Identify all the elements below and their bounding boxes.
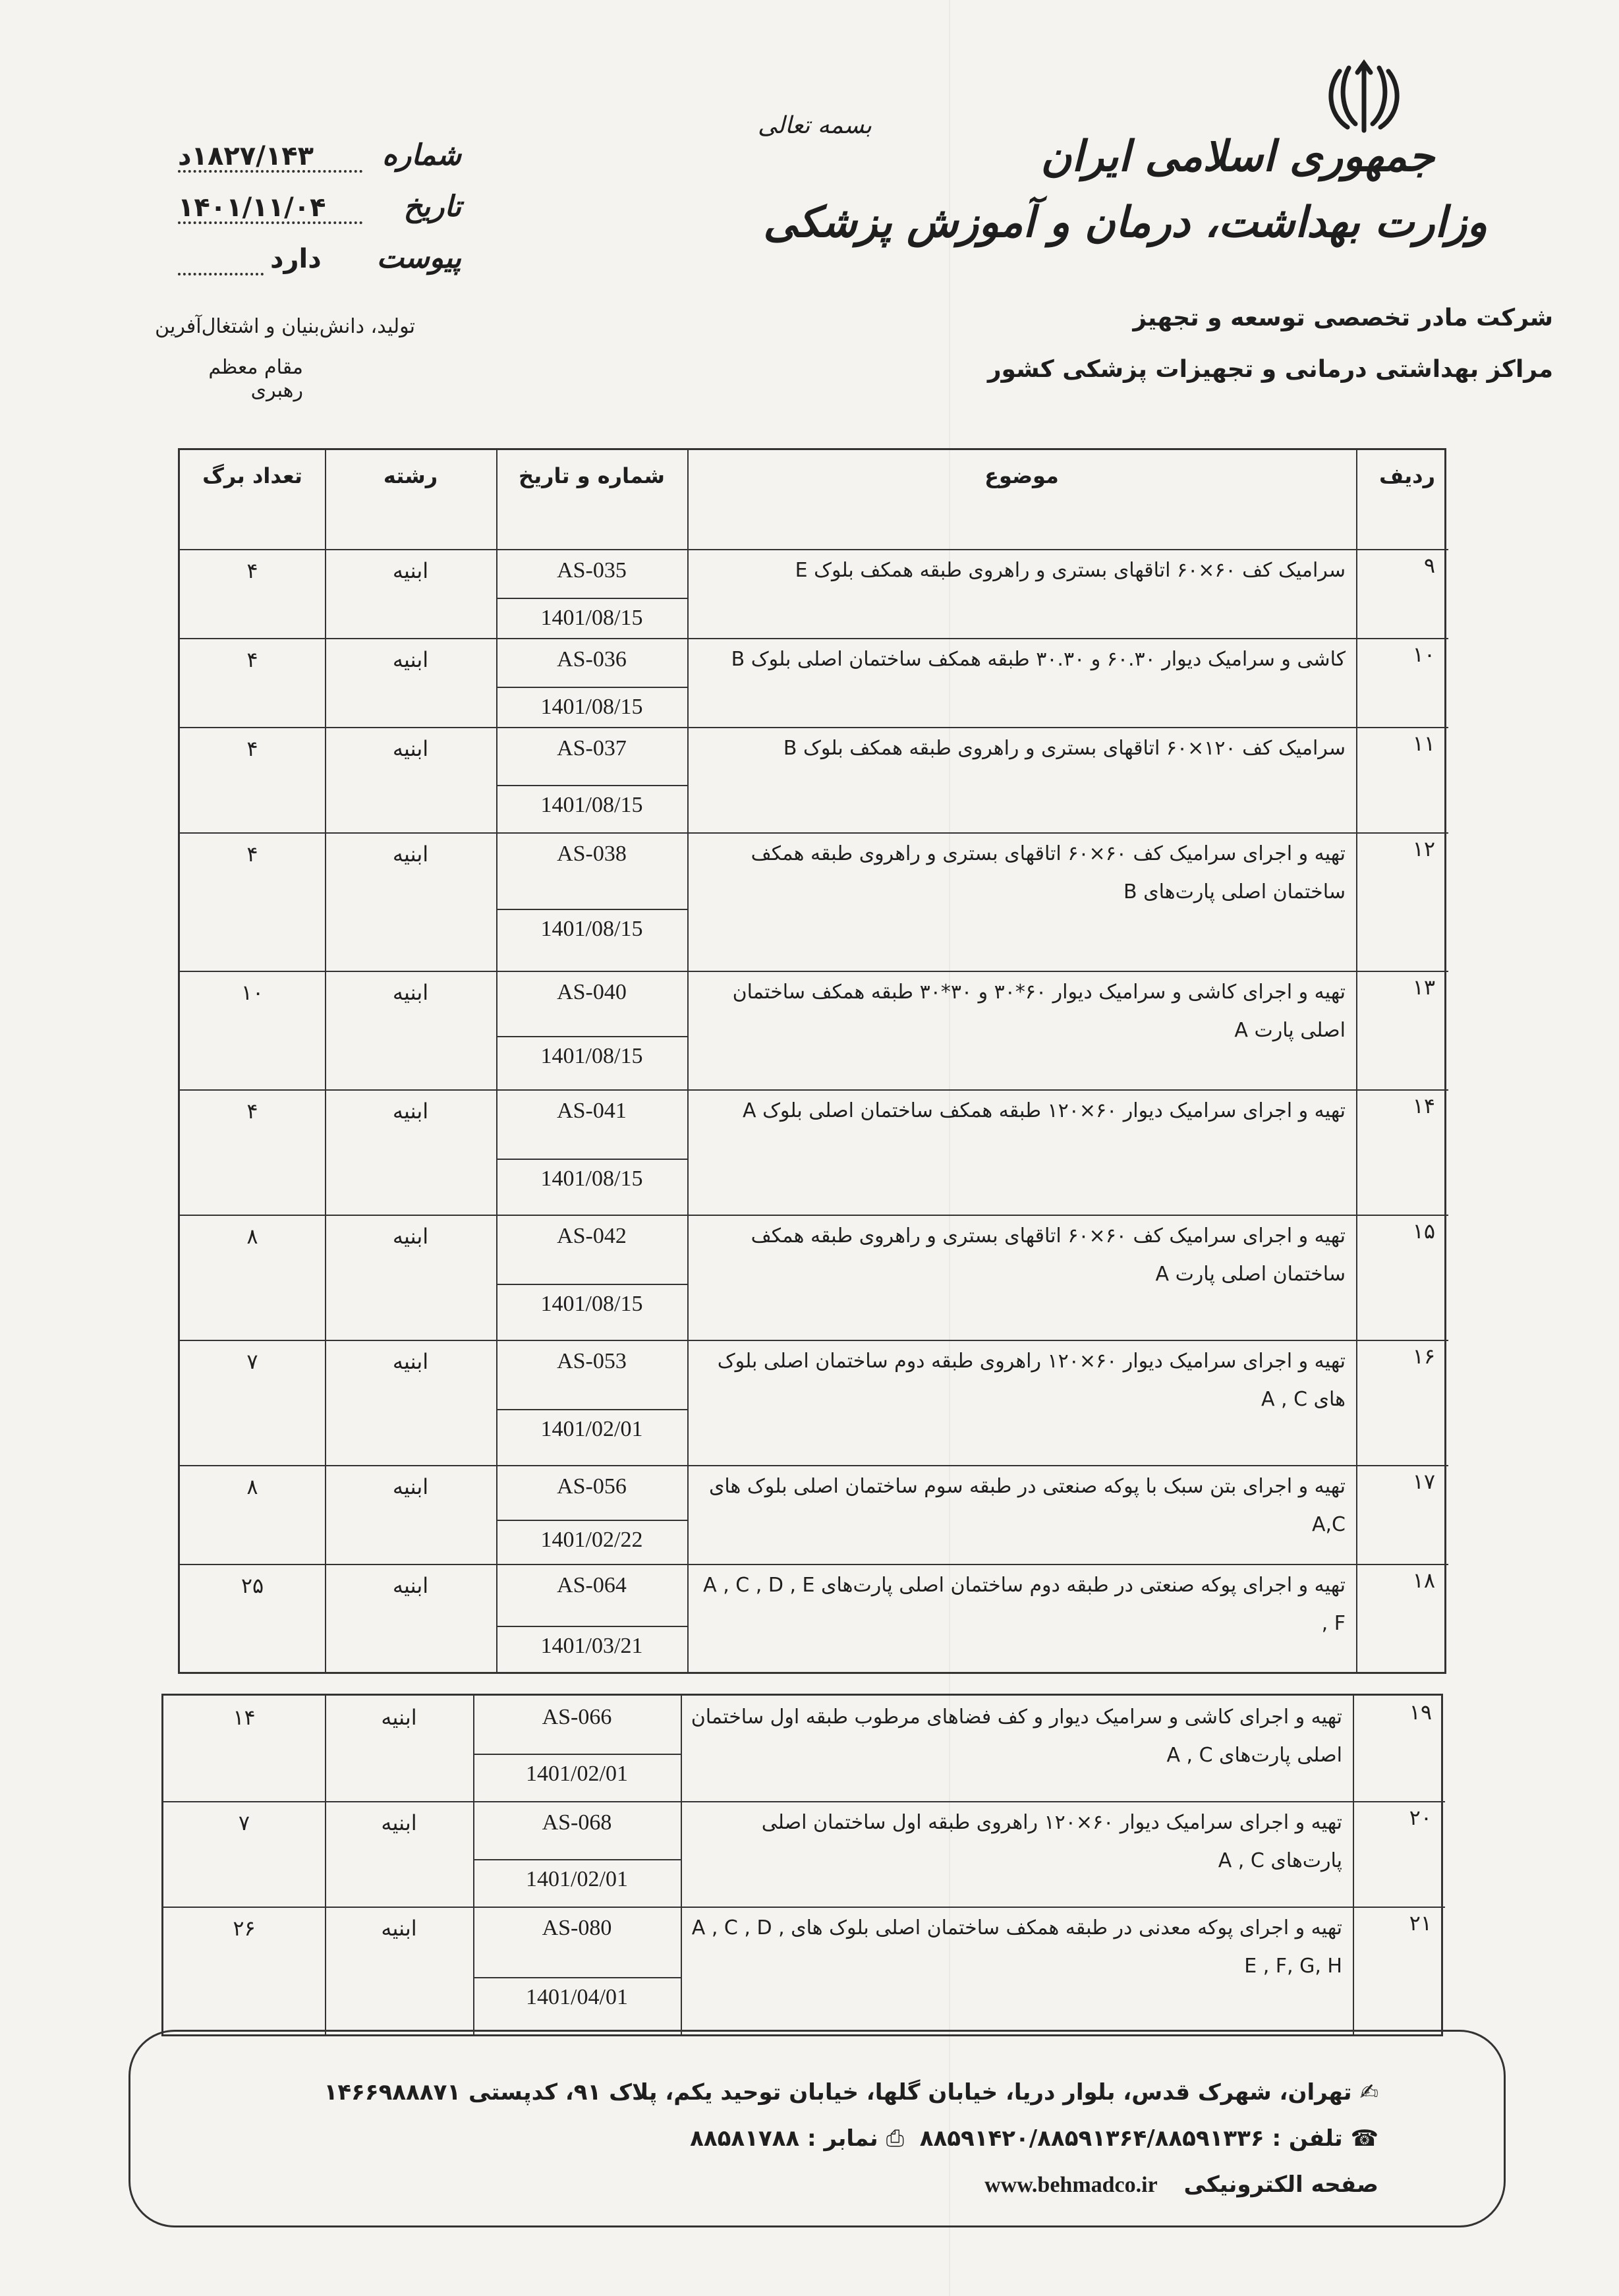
letter-date-label: تاریخ <box>403 190 461 223</box>
row-field: ابنیه <box>392 1573 429 1598</box>
column-divider <box>687 450 689 1672</box>
row-subject: سرامیک کف ۱۲۰×۶۰ اتاقهای بستری و راهروی طبقه همکف بلوک B <box>783 737 1346 760</box>
row-code: AS-038 <box>557 842 627 866</box>
footer-phone <box>690 2125 1378 2152</box>
company-name-line2: مراکز بهداشتی درمانی و تجهیزات پزشکی کشور <box>987 356 1553 383</box>
country-name: جمهوری اسلامی ایران <box>1040 132 1434 181</box>
document-table-continued <box>161 1694 1443 2036</box>
row-code: AS-053 <box>557 1349 627 1373</box>
web-link[interactable]: www.behmadco.ir <box>984 2173 1158 2197</box>
row-divider <box>180 1564 1448 1565</box>
web-label: صفحه الکترونیکی <box>1183 2171 1378 2198</box>
row-divider <box>180 971 1448 972</box>
row-pages: ۸ <box>246 1474 258 1499</box>
column-divider <box>473 1696 474 2034</box>
fax-icon: ⎙ <box>886 2125 904 2152</box>
fax-value: ۸۸۵۸۱۷۸۸ <box>690 2125 800 2152</box>
row-field: ابنیه <box>392 647 429 672</box>
row-subject: تهیه و اجرای سرامیک کف ۶۰×۶۰ اتاقهای بستری و راهروی طبقه همکف ساختمان اصلی پارت A <box>751 1224 1346 1286</box>
column-divider <box>681 1696 682 2034</box>
col-header-pages: تعداد برگ <box>202 463 302 488</box>
row-pages: ۴ <box>246 647 258 672</box>
row-pages: ۴ <box>246 736 258 761</box>
row-date: 1401/08/15 <box>540 1166 643 1191</box>
cell-divider <box>496 1626 687 1627</box>
row-number: ۱۱ <box>1412 731 1435 756</box>
row-subject: سرامیک کف ۶۰×۶۰ اتاقهای بستری و راهروی طبقه همکف بلوک E <box>795 559 1346 582</box>
letter-attachment-value: دارد <box>270 244 322 274</box>
cell-divider <box>473 1754 681 1755</box>
row-field: ابنیه <box>392 736 429 761</box>
cell-divider <box>496 1520 687 1521</box>
row-code: AS-056 <box>557 1474 627 1499</box>
letter-number-value: ۱۸۲۷/۱۴۳د <box>178 141 314 171</box>
ministry-name: وزارت بهداشت، درمان و آموزش پزشکی <box>763 198 1487 247</box>
column-divider <box>1356 450 1357 1672</box>
col-header-number-date: شماره و تاریخ <box>519 463 665 488</box>
row-pages: ۴ <box>246 558 258 583</box>
row-subject: تهیه و اجرای پوکه معدنی در طبقه همکف ساختمان اصلی بلوک های A , C , D , E , F, G, H <box>691 1916 1342 1978</box>
pen-icon: ✍ <box>1359 2079 1378 2106</box>
row-date: 1401/02/22 <box>540 1528 643 1552</box>
row-date: 1401/08/15 <box>540 917 643 941</box>
row-date: 1401/03/21 <box>540 1634 643 1658</box>
row-divider <box>180 1215 1448 1216</box>
row-divider <box>180 1340 1448 1341</box>
letter-date <box>171 190 461 232</box>
letter-attachment-label: پیوست <box>376 241 461 275</box>
row-date: 1401/04/01 <box>526 1985 628 2009</box>
row-date: 1401/08/15 <box>540 606 643 630</box>
row-divider <box>163 1907 1445 1908</box>
row-code: AS-036 <box>557 647 627 672</box>
dotted-line <box>178 221 362 224</box>
row-pages: ۱۰ <box>241 980 264 1005</box>
row-date: 1401/08/15 <box>540 793 643 817</box>
cell-divider <box>496 1284 687 1285</box>
row-pages: ۴ <box>246 1099 258 1124</box>
row-pages: ۲۶ <box>233 1916 256 1941</box>
letter-number <box>171 138 461 181</box>
address-text: تهران، شهرک قدس، بلوار دریا، خیابان گلها، خیابان توحید یکم، پلاک ۹۱، کدپستی ۱۴۶۶۹۸۸۸۷۱ <box>324 2079 1352 2106</box>
row-code: AS-066 <box>542 1705 612 1729</box>
cell-divider <box>496 598 687 599</box>
row-pages: ۲۵ <box>241 1573 264 1598</box>
iran-emblem-icon <box>1321 58 1407 137</box>
row-subject: تهیه و اجرای کاشی و سرامیک دیوار ۶۰*۳۰ و ۳۰*۳۰ طبقه همکف ساختمان اصلی پارت A <box>732 981 1346 1042</box>
document-table <box>178 448 1446 1674</box>
col-header-field: رشته <box>383 463 438 488</box>
row-code: AS-068 <box>542 1810 612 1835</box>
cell-divider <box>473 1859 681 1860</box>
row-number: ۲۱ <box>1409 1910 1432 1936</box>
slogan-text: تولید، دانش‌بنیان و اشتغال‌آفرین <box>155 315 415 338</box>
cell-divider <box>496 909 687 910</box>
cell-divider <box>496 785 687 786</box>
letter-attachment <box>171 241 461 283</box>
row-subject: تهیه و اجرای سرامیک دیوار ۶۰×۱۲۰ طبقه همکف ساختمان اصلی بلوک A <box>743 1099 1346 1122</box>
row-divider <box>180 1089 1448 1091</box>
row-subject: تهیه و اجرای سرامیک کف ۶۰×۶۰ اتاقهای بستری و راهروی طبقه همکف ساختمان اصلی پارت‌های B <box>751 842 1346 904</box>
cell-divider <box>496 687 687 688</box>
letter-number-label: شماره <box>382 138 461 172</box>
row-date: 1401/08/15 <box>540 1292 643 1316</box>
row-field: ابنیه <box>381 1705 417 1730</box>
footer-address <box>324 2079 1378 2106</box>
row-field: ابنیه <box>392 1474 429 1499</box>
row-field: ابنیه <box>392 1099 429 1124</box>
row-subject: تهیه و اجرای بتن سبک با پوکه صنعتی در طبقه سوم ساختمان اصلی بلوک های A,C <box>708 1475 1346 1536</box>
column-divider <box>1353 1696 1354 2034</box>
company-name-line1: شرکت مادر تخصصی توسعه و تجهیز <box>1133 304 1553 331</box>
row-field: ابنیه <box>381 1916 417 1941</box>
cell-divider <box>473 1977 681 1978</box>
row-divider <box>180 1465 1448 1466</box>
row-pages: ۱۴ <box>233 1705 256 1730</box>
row-divider <box>180 638 1448 639</box>
row-field: ابنیه <box>392 842 429 867</box>
row-number: ۱۴ <box>1412 1093 1435 1118</box>
column-divider <box>325 1696 326 2034</box>
row-date: 1401/02/01 <box>540 1417 643 1441</box>
row-number: ۱۳ <box>1412 975 1435 1000</box>
slogan-source: مقام معظم رهبری <box>208 356 303 402</box>
row-pages: ۷ <box>246 1349 258 1374</box>
bismillah: بسمه تعالی <box>758 112 872 139</box>
phone-value: ۸۸۵۹۱۴۲۰/۸۸۵۹۱۳۶۴/۸۸۵۹۱۳۳۶ <box>919 2125 1264 2152</box>
row-date: 1401/02/01 <box>526 1762 628 1786</box>
row-code: AS-064 <box>557 1573 627 1597</box>
row-pages: ۴ <box>246 842 258 867</box>
row-number: ۹ <box>1423 553 1435 578</box>
row-code: AS-040 <box>557 980 627 1004</box>
row-code: AS-041 <box>557 1099 627 1123</box>
row-subject: تهیه و اجرای سرامیک دیوار ۶۰×۱۲۰ راهروی طبقه اول ساختمان اصلی پارت‌های A , C <box>761 1811 1342 1872</box>
row-number: ۱۷ <box>1412 1469 1435 1494</box>
row-divider <box>163 1801 1445 1802</box>
row-field: ابنیه <box>381 1810 417 1835</box>
cell-divider <box>496 1036 687 1037</box>
col-header-row: ردیف <box>1379 463 1435 488</box>
col-header-subject: موضوع <box>984 463 1059 488</box>
fax-label: نمابر : <box>807 2125 878 2152</box>
phone-icon: ☎ <box>1350 2125 1378 2152</box>
footer-box <box>128 2030 1506 2227</box>
footer-website <box>984 2171 1378 2198</box>
row-subject: تهیه و اجرای کاشی و سرامیک دیوار و کف فضاهای مرطوب طبقه اول ساختمان اصلی پارت‌های A , C <box>691 1706 1342 1767</box>
row-field: ابنیه <box>392 558 429 583</box>
row-subject: تهیه و اجرای سرامیک دیوار ۶۰×۱۲۰ راهروی طبقه دوم ساختمان اصلی بلوک های A , C <box>717 1350 1346 1411</box>
row-number: ۱۵ <box>1412 1219 1435 1244</box>
row-date: 1401/08/15 <box>540 1044 643 1068</box>
row-field: ابنیه <box>392 1349 429 1374</box>
row-code: AS-037 <box>557 736 627 761</box>
letter-date-value: ۱۴۰۱/۱۱/۰۴ <box>178 192 326 223</box>
row-divider <box>180 549 1448 550</box>
row-divider <box>180 832 1448 834</box>
row-number: ۱۶ <box>1412 1344 1435 1369</box>
row-pages: ۸ <box>246 1224 258 1249</box>
row-subject: تهیه و اجرای پوکه صنعتی در طبقه دوم ساختمان اصلی پارت‌های A , C , D , E , F <box>703 1574 1346 1635</box>
phone-label: تلفن : <box>1272 2125 1343 2152</box>
row-date: 1401/08/15 <box>540 695 643 719</box>
row-field: ابنیه <box>392 1224 429 1249</box>
row-pages: ۷ <box>238 1810 250 1835</box>
row-code: AS-080 <box>542 1916 612 1940</box>
row-number: ۱۸ <box>1412 1568 1435 1593</box>
row-number: ۱۹ <box>1409 1700 1432 1725</box>
row-code: AS-035 <box>557 558 627 583</box>
row-number: ۱۰ <box>1412 642 1435 667</box>
row-field: ابنیه <box>392 980 429 1005</box>
row-code: AS-042 <box>557 1224 627 1248</box>
dotted-line <box>178 170 362 173</box>
row-number: ۱۲ <box>1412 836 1435 861</box>
cell-divider <box>496 1409 687 1410</box>
row-date: 1401/02/01 <box>526 1867 628 1891</box>
row-divider <box>180 727 1448 728</box>
dotted-line <box>178 273 264 275</box>
cell-divider <box>496 1159 687 1160</box>
row-subject: کاشی و سرامیک دیوار ۶۰.۳۰ و ۳۰.۳۰ طبقه همکف ساختمان اصلی بلوک B <box>731 648 1346 671</box>
row-number: ۲۰ <box>1409 1805 1432 1830</box>
